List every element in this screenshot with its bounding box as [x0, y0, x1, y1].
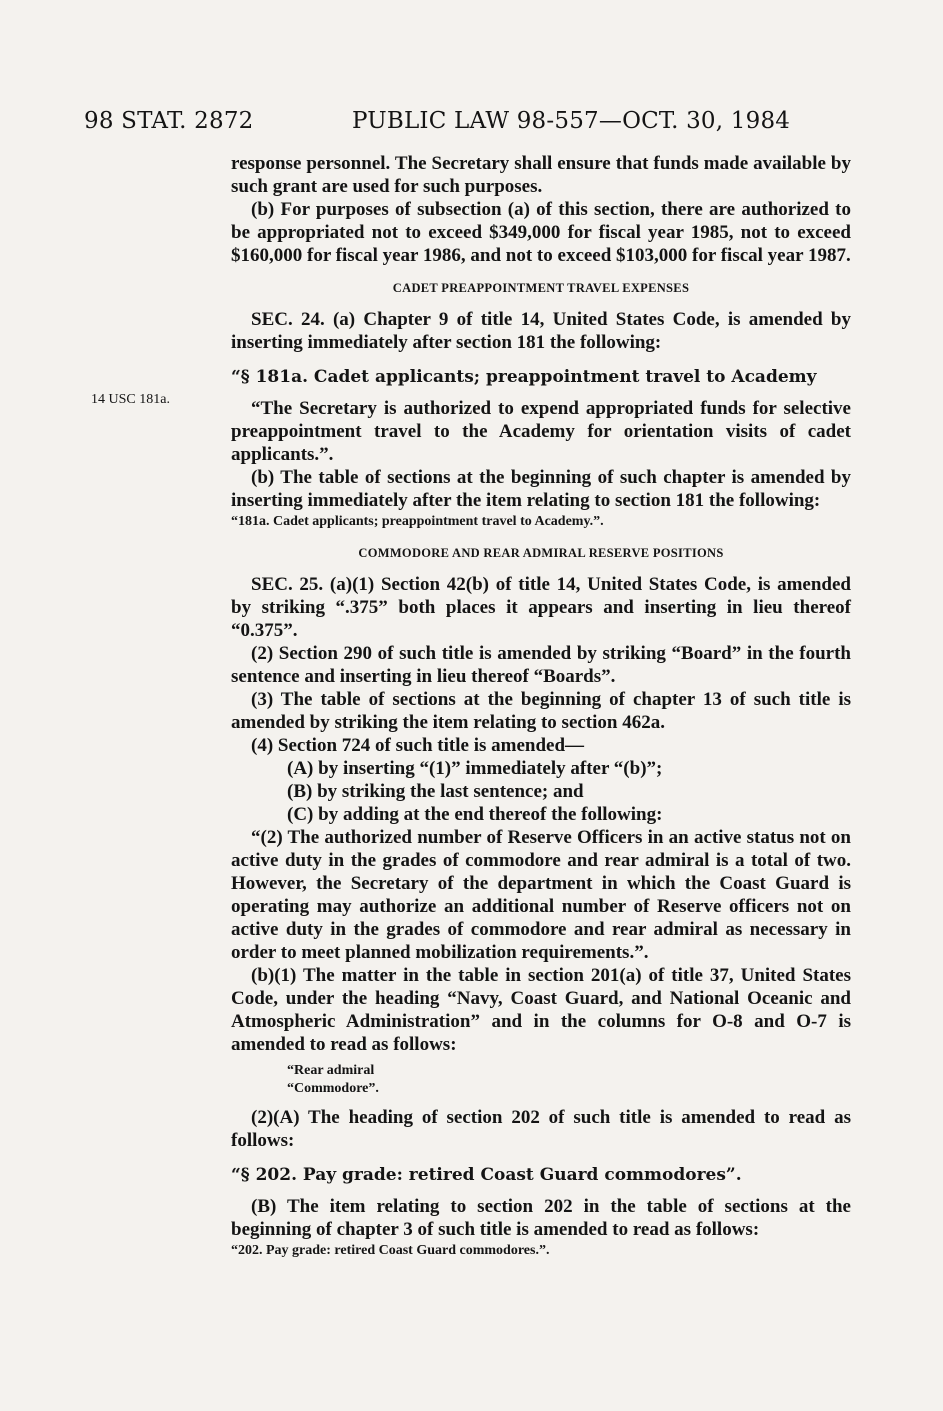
paragraph: (B) The item relating to section 202 in the table of sections at the beginning of chapter 3 of such title is amended to read as follows:: [231, 1196, 851, 1240]
paragraph: SEC. 24. (a) Chapter 9 of title 14, United States Code, is amended by inserting immediately after section 181 the following:: [231, 309, 851, 353]
paragraph: (2) Section 290 of such title is amended by striking “Board” in the fourth sentence and inserting in lieu thereof “Boards”.: [231, 643, 851, 687]
paragraph: “(2) The authorized number of Reserve Officers in an active status not on active duty in the grades of commodore and rear admiral is a total of two. However, the Secretary of the department in which the Coast Guard is operating may authorize an additional number of Reserve officers not on active duty in the grades of commodore and rear admiral as necessary in order to meet planned mobilization requirements.”.: [231, 827, 851, 963]
paragraph: SEC. 25. (a)(1) Section 42(b) of title 14, United States Code, is amended by striking “.375” both places it appears and inserting in lieu thereof “0.375”.: [231, 574, 851, 641]
section-title: “§ 202. Pay grade: retired Coast Guard commodores”.: [231, 1165, 742, 1185]
public-law-header: PUBLIC LAW 98-557—OCT. 30, 1984: [352, 108, 791, 134]
rank-commodore: “Commodore”.: [287, 1081, 379, 1096]
table-item: “202. Pay grade: retired Coast Guard commodores.”.: [231, 1243, 550, 1258]
paragraph: (b)(1) The matter in the table in section 201(a) of title 37, United States Code, under the heading “Navy, Coast Guard, and National Oceanic and Atmospheric Administration” and in the columns for O-8 and O-7 is amended to read as follows:: [231, 965, 851, 1055]
paragraph: (2)(A) The heading of section 202 of such title is amended to read as follows:: [231, 1107, 851, 1151]
paragraph: (b) The table of sections at the beginning of such chapter is amended by inserting immediately after the item relating to section 181 the following:: [231, 467, 851, 511]
rank-rear-admiral: “Rear admiral: [287, 1063, 375, 1078]
paragraph: (b) For purposes of subsection (a) of this section, there are authorized to be appropriated not to exceed $349,000 for fiscal year 1985, not to exceed $160,000 for fiscal year 1986, and not to exceed $103,000 for fiscal year 1987.: [231, 199, 851, 266]
paragraph: (A) by inserting “(1)” immediately after “(b)”;: [287, 758, 663, 779]
paragraph: (B) by striking the last sentence; and: [287, 781, 584, 802]
paragraph: (4) Section 724 of such title is amended—: [251, 735, 585, 756]
section-heading: CADET PREAPPOINTMENT TRAVEL EXPENSES: [392, 281, 690, 295]
table-item: “181a. Cadet applicants; preappointment travel to Academy.”.: [231, 514, 604, 529]
section-title: “§ 181a. Cadet applicants; preappointment travel to Academy: [231, 367, 817, 387]
document-body: [231, 152, 851, 1261]
paragraph: (3) The table of sections at the beginning of chapter 13 of such title is amended by striking the item relating to section 462a.: [231, 689, 851, 733]
paragraph: “The Secretary is authorized to expend appropriated funds for selective preappointment travel to the Academy for orientation visits of cadet applicants.”.: [231, 398, 851, 465]
paragraph: response personnel. The Secretary shall ensure that funds made available by such grant are used for such purposes.: [231, 153, 851, 197]
paragraph: (C) by adding at the end thereof the following:: [287, 804, 663, 825]
margin-note-usc: 14 USC 181a.: [91, 392, 170, 407]
section-heading: COMMODORE AND REAR ADMIRAL RESERVE POSITIONS: [358, 546, 724, 560]
rank-list: [231, 1062, 851, 1098]
statute-page-number: 98 STAT. 2872: [84, 108, 254, 134]
